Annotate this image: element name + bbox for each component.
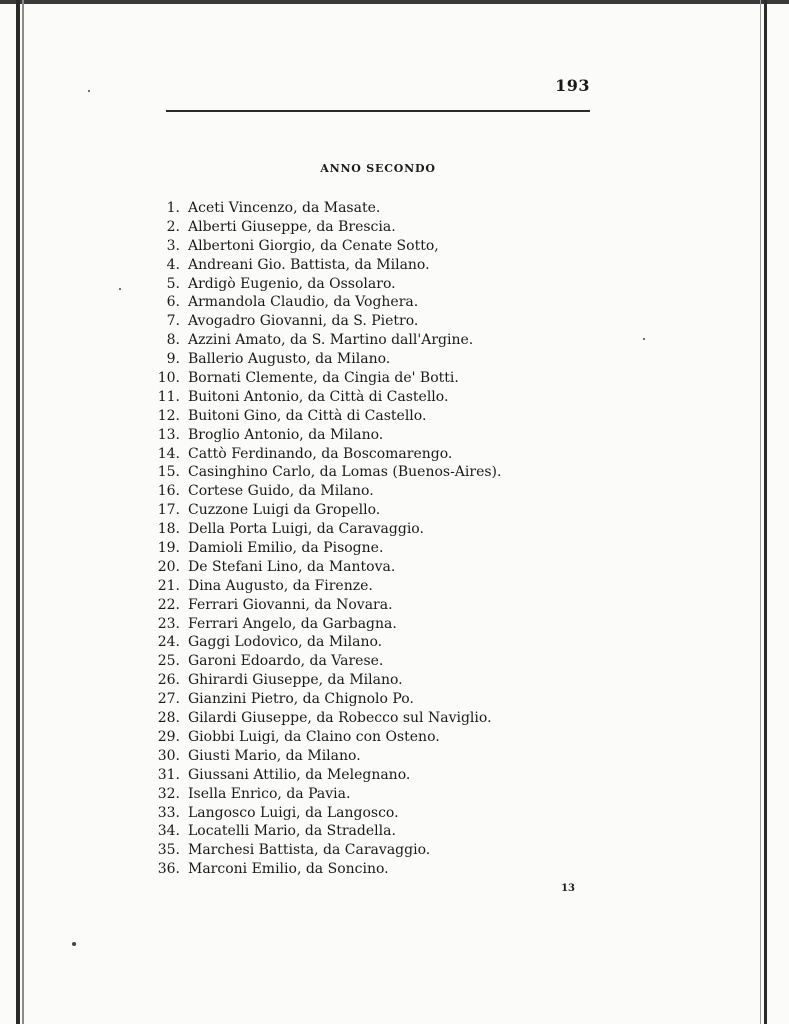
entry-text: Aceti Vincenzo, da Masate.	[188, 200, 381, 216]
entry-number: 33.	[157, 804, 180, 821]
scan-speck	[643, 338, 645, 340]
entry-text: De Stefani Lino, da Mantova.	[188, 558, 396, 575]
signature-mark: 13	[561, 883, 575, 894]
list-item	[150, 615, 590, 634]
page-number: 193	[555, 76, 590, 95]
entry-text: Armandola Claudio, da Voghera.	[188, 294, 419, 311]
entry-text: Giussani Attilio, da Melegnano.	[188, 766, 411, 783]
list-item	[150, 785, 590, 804]
entry-number: 23.	[157, 615, 180, 632]
list-item	[150, 841, 590, 860]
scan-speck	[119, 288, 121, 290]
header-rule	[166, 110, 590, 112]
scan-left-edge	[16, 0, 20, 1024]
list-item	[150, 407, 590, 426]
scan-speck	[88, 90, 90, 92]
list-item	[150, 709, 590, 728]
list-item	[150, 766, 590, 785]
entry-text: Della Porta Luigi, da Caravaggio.	[188, 521, 424, 538]
entry-text: Bornati Clemente, da Cingia de' Botti.	[188, 370, 459, 387]
name-list	[150, 199, 590, 879]
entry-number: 14.	[157, 445, 180, 462]
entry-number: 16.	[157, 483, 180, 500]
entry-text: Buitoni Gino, da Città di Castello.	[188, 407, 427, 424]
entry-text: Avogadro Giovanni, da S. Pietro.	[188, 313, 419, 330]
entry-number: 5.	[166, 275, 180, 292]
entry-number: 25.	[157, 653, 180, 670]
list-item	[150, 388, 590, 407]
entry-number: 30.	[157, 747, 180, 764]
entry-text: Isella Enrico, da Pavia.	[188, 785, 351, 802]
list-item	[150, 690, 590, 709]
scan-right-edge	[764, 0, 767, 1024]
list-item	[150, 199, 590, 218]
entry-number: 22.	[157, 596, 180, 613]
list-item	[150, 331, 590, 350]
entry-number: 36.	[157, 861, 180, 878]
scan-top-edge	[0, 0, 789, 4]
entry-number: 12.	[157, 407, 180, 424]
entry-text: Damioli Emilio, da Pisogne.	[188, 540, 384, 557]
list-item	[150, 520, 590, 539]
list-item	[150, 482, 590, 501]
entry-number: 15.	[157, 464, 180, 481]
entry-number: 18.	[157, 521, 180, 538]
list-item	[150, 293, 590, 312]
entry-number: 19.	[157, 540, 180, 557]
list-item	[150, 652, 590, 671]
entry-text: Giobbi Luigi, da Claino con Osteno.	[188, 728, 440, 745]
entry-text: Ardigò Eugenio, da Ossolaro.	[188, 275, 396, 292]
entry-text: Dina Augusto, da Firenze.	[188, 577, 373, 594]
section-title: ANNO SECONDO	[320, 162, 436, 175]
scan-left-edge-inner	[22, 0, 24, 1024]
entry-text: Cattò Ferdinando, da Boscomarengo.	[188, 445, 453, 462]
list-item	[150, 501, 590, 520]
entry-text: Ghirardi Giuseppe, da Milano.	[188, 672, 403, 689]
list-item	[150, 596, 590, 615]
entry-number: 28.	[157, 710, 180, 727]
entry-text: Albertoni Giorgio, da Cenate Sotto,	[188, 237, 439, 254]
entry-number: 32.	[157, 785, 180, 802]
entry-number: 7.	[166, 313, 180, 330]
list-item	[150, 804, 590, 823]
entry-number: 11.	[157, 388, 180, 405]
list-item	[150, 275, 590, 294]
scan-speck	[72, 942, 76, 946]
entry-text: Alberti Giuseppe, da Brescia.	[188, 218, 396, 235]
entry-number: 13.	[157, 426, 180, 443]
entry-number: 35.	[157, 842, 180, 859]
entry-text: Azzini Amato, da S. Martino dall'Argine.	[188, 332, 474, 349]
entry-text: Cuzzone Luigi da Gropello.	[188, 502, 381, 519]
entry-number: 24.	[157, 634, 180, 651]
list-item	[150, 369, 590, 388]
entry-text: Cortese Guido, da Milano.	[188, 483, 374, 500]
entry-text: Garoni Edoardo, da Varese.	[188, 653, 384, 670]
entry-number: 20.	[157, 558, 180, 575]
entry-number: 6.	[166, 294, 180, 311]
entry-number: 9.	[166, 351, 180, 368]
list-item	[150, 539, 590, 558]
list-item	[150, 426, 590, 445]
list-item	[150, 747, 590, 766]
entry-text: Andreani Gio. Battista, da Milano.	[188, 256, 430, 273]
list-item	[150, 577, 590, 596]
entry-text: Gianzini Pietro, da Chignolo Po.	[188, 691, 414, 708]
list-item	[150, 256, 590, 275]
entry-number: 21.	[157, 577, 180, 594]
entry-number: 10.	[157, 370, 180, 387]
entry-text: Casinghino Carlo, da Lomas (Buenos-Aires).	[188, 464, 502, 481]
entry-text: Marchesi Battista, da Caravaggio.	[188, 842, 431, 859]
entry-number: 1.	[166, 200, 180, 216]
entry-number: 27.	[157, 691, 180, 708]
entry-text: Ballerio Augusto, da Milano.	[188, 351, 391, 368]
entry-number: 4.	[166, 256, 180, 273]
list-item	[150, 822, 590, 841]
list-item	[150, 633, 590, 652]
list-item	[150, 558, 590, 577]
list-item	[150, 218, 590, 237]
list-item	[150, 860, 590, 879]
entry-text: Gaggi Lodovico, da Milano.	[188, 634, 383, 651]
entry-text: Langosco Luigi, da Langosco.	[188, 804, 399, 821]
scan-right-edge-inner	[760, 0, 761, 1024]
list-item	[150, 463, 590, 482]
entry-text: Gilardi Giuseppe, da Robecco sul Naviglio.	[188, 710, 492, 727]
list-item	[150, 671, 590, 690]
entry-number: 31.	[157, 766, 180, 783]
list-item	[150, 350, 590, 369]
entry-text: Ferrari Giovanni, da Novara.	[188, 596, 393, 613]
entry-number: 2.	[166, 218, 180, 235]
list-item	[150, 312, 590, 331]
entry-number: 8.	[166, 332, 180, 349]
entry-text: Giusti Mario, da Milano.	[188, 747, 361, 764]
entry-number: 17.	[157, 502, 180, 519]
entry-number: 3.	[166, 237, 180, 254]
entry-number: 29.	[157, 728, 180, 745]
entry-text: Broglio Antonio, da Milano.	[188, 426, 384, 443]
list-item	[150, 728, 590, 747]
list-item	[150, 445, 590, 464]
entry-text: Locatelli Mario, da Stradella.	[188, 823, 396, 840]
entry-number: 34.	[157, 823, 180, 840]
entry-text: Buitoni Antonio, da Città di Castello.	[188, 388, 449, 405]
entry-text: Ferrari Angelo, da Garbagna.	[188, 615, 397, 632]
entry-text: Marconi Emilio, da Soncino.	[188, 861, 389, 878]
list-item	[150, 237, 590, 256]
entry-number: 26.	[157, 672, 180, 689]
